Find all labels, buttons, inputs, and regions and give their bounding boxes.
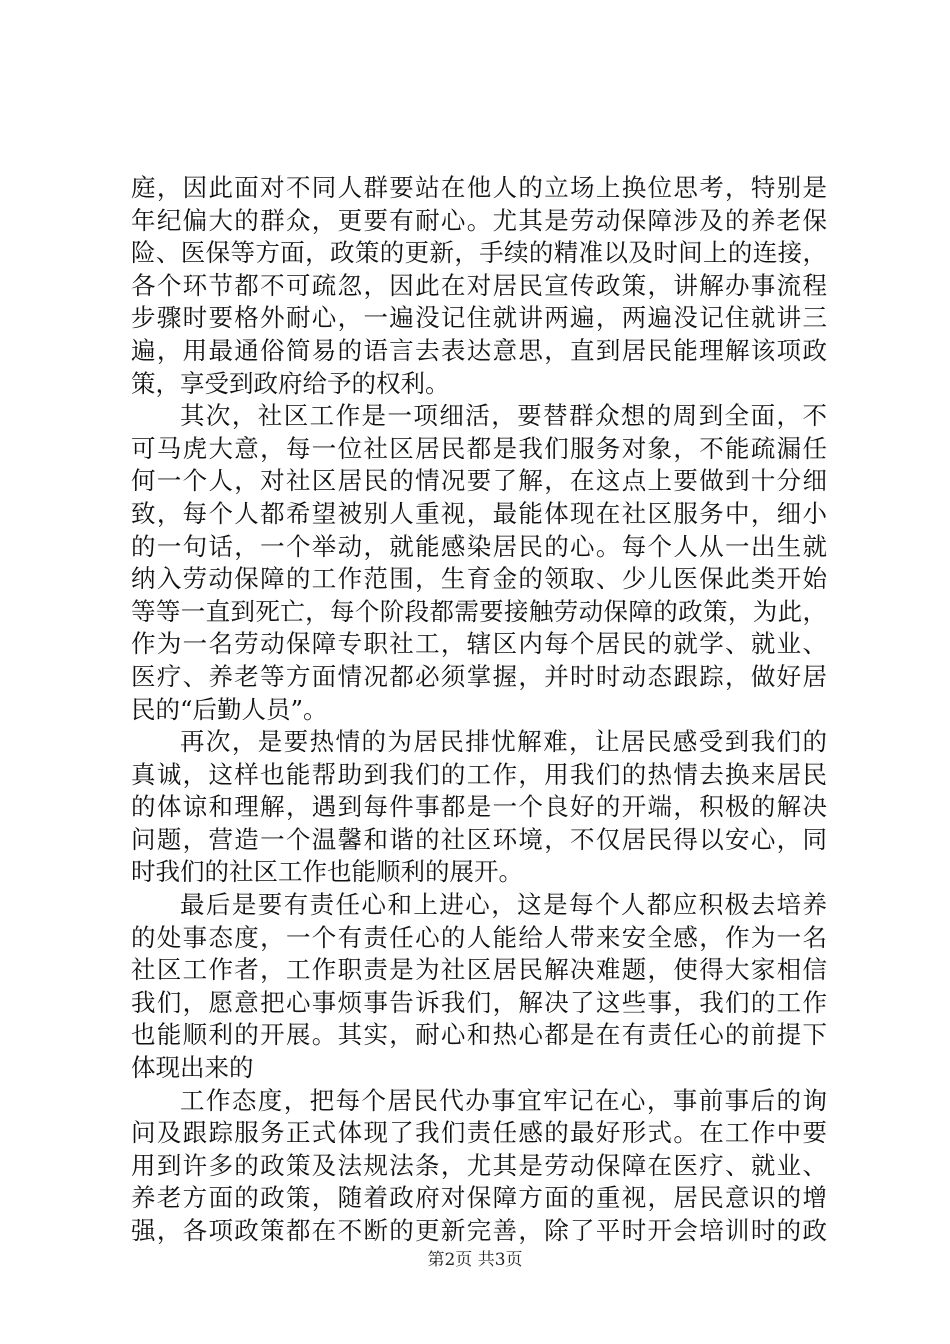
document-body xyxy=(131,172,827,1248)
text-line: 的体谅和理解，遇到每件事都是一个良好的开端，积极的解决 xyxy=(131,792,827,822)
text-line: 养老方面的政策，随着政府对保障方面的重视，居民意识的增 xyxy=(131,1183,827,1213)
paragraph-3 xyxy=(131,726,827,889)
text-line: 作为一名劳动保障专职社工，辖区内每个居民的就学、就业、 xyxy=(131,629,827,659)
text-line: 各个环节都不可疏忽，因此在对居民宣传政策，讲解办事流程 xyxy=(131,270,827,300)
text-line: 体现出来的 xyxy=(131,1053,254,1083)
paragraph-2 xyxy=(131,400,827,726)
text-line: 时我们的社区工作也能顺利的展开。 xyxy=(131,857,523,887)
text-line: 社区工作者，工作职责是为社区居民解决难题，使得大家相信 xyxy=(131,955,827,985)
text-line: 也能顺利的开展。其实，耐心和热心都是在有责任心的前提下 xyxy=(131,1020,827,1050)
text-line: 致，每个人都希望被别人重视，最能体现在社区服务中，细小 xyxy=(131,498,827,528)
text-line: 医疗、养老等方面情况都必须掌握，并时时动态跟踪，做好居 xyxy=(131,661,827,691)
text-line: 最后是要有责任心和上进心，这是每个人都应积极去培养 xyxy=(180,890,827,920)
page-number-footer: 第2页 共3页 xyxy=(427,1250,523,1270)
text-line: 再次，是要热情的为居民排忧解难，让居民感受到我们的 xyxy=(180,727,827,757)
paragraph-4 xyxy=(131,889,827,1085)
text-line: 纳入劳动保障的工作范围，生育金的领取、少儿医保此类开始 xyxy=(131,564,827,594)
text-line: 庭，因此面对不同人群要站在他人的立场上换位思考，特别是 xyxy=(131,173,827,202)
text-line: 的一句话，一个举动，就能感染居民的心。每个人从一出生就 xyxy=(131,531,827,561)
text-line: 问题，营造一个温馨和谐的社区环境，不仅居民得以安心，同 xyxy=(131,824,827,854)
text-line: 策，享受到政府给予的权利。 xyxy=(131,368,450,398)
text-line: 用到许多的政策及法规法条，尤其是劳动保障在医疗、就业、 xyxy=(131,1150,827,1180)
text-line: 民的“后勤人员”。 xyxy=(131,694,328,724)
text-line: 问及跟踪服务正式体现了我们责任感的最好形式。在工作中要 xyxy=(131,1118,827,1148)
text-line: 遍，用最通俗简易的语言去表达意思，直到居民能理解该项政 xyxy=(131,335,827,365)
paragraph-1 xyxy=(131,172,827,400)
text-line: 年纪偏大的群众，更要有耐心。尤其是劳动保障涉及的养老保 xyxy=(131,205,827,235)
text-line: 其次，社区工作是一项细活，要替群众想的周到全面，不 xyxy=(180,401,827,431)
text-line: 工作态度，把每个居民代办事宜牢记在心，事前事后的询 xyxy=(180,1085,827,1115)
text-line: 真诚，这样也能帮助到我们的工作，用我们的热情去换来居民 xyxy=(131,759,827,789)
text-line: 等等一直到死亡，每个阶段都需要接触劳动保障的政策，为此， xyxy=(131,596,827,626)
paragraph-5 xyxy=(131,1085,827,1248)
text-line: 步骤时要格外耐心，一遍没记住就讲两遍，两遍没记住就讲三 xyxy=(131,303,827,333)
text-line: 强，各项政策都在不断的更新完善，除了平时开会培训时的政 xyxy=(131,1216,827,1245)
text-line: 我们，愿意把心事烦事告诉我们，解决了这些事，我们的工作 xyxy=(131,987,827,1017)
text-line: 何一个人，对社区居民的情况要了解，在这点上要做到十分细 xyxy=(131,466,827,496)
text-line: 险、医保等方面，政策的更新，手续的精准以及时间上的连接， xyxy=(131,238,827,268)
text-line: 可马虎大意，每一位社区居民都是我们服务对象，不能疏漏任 xyxy=(131,433,827,463)
text-line: 的处事态度，一个有责任心的人能给人带来安全感，作为一名 xyxy=(131,922,827,952)
